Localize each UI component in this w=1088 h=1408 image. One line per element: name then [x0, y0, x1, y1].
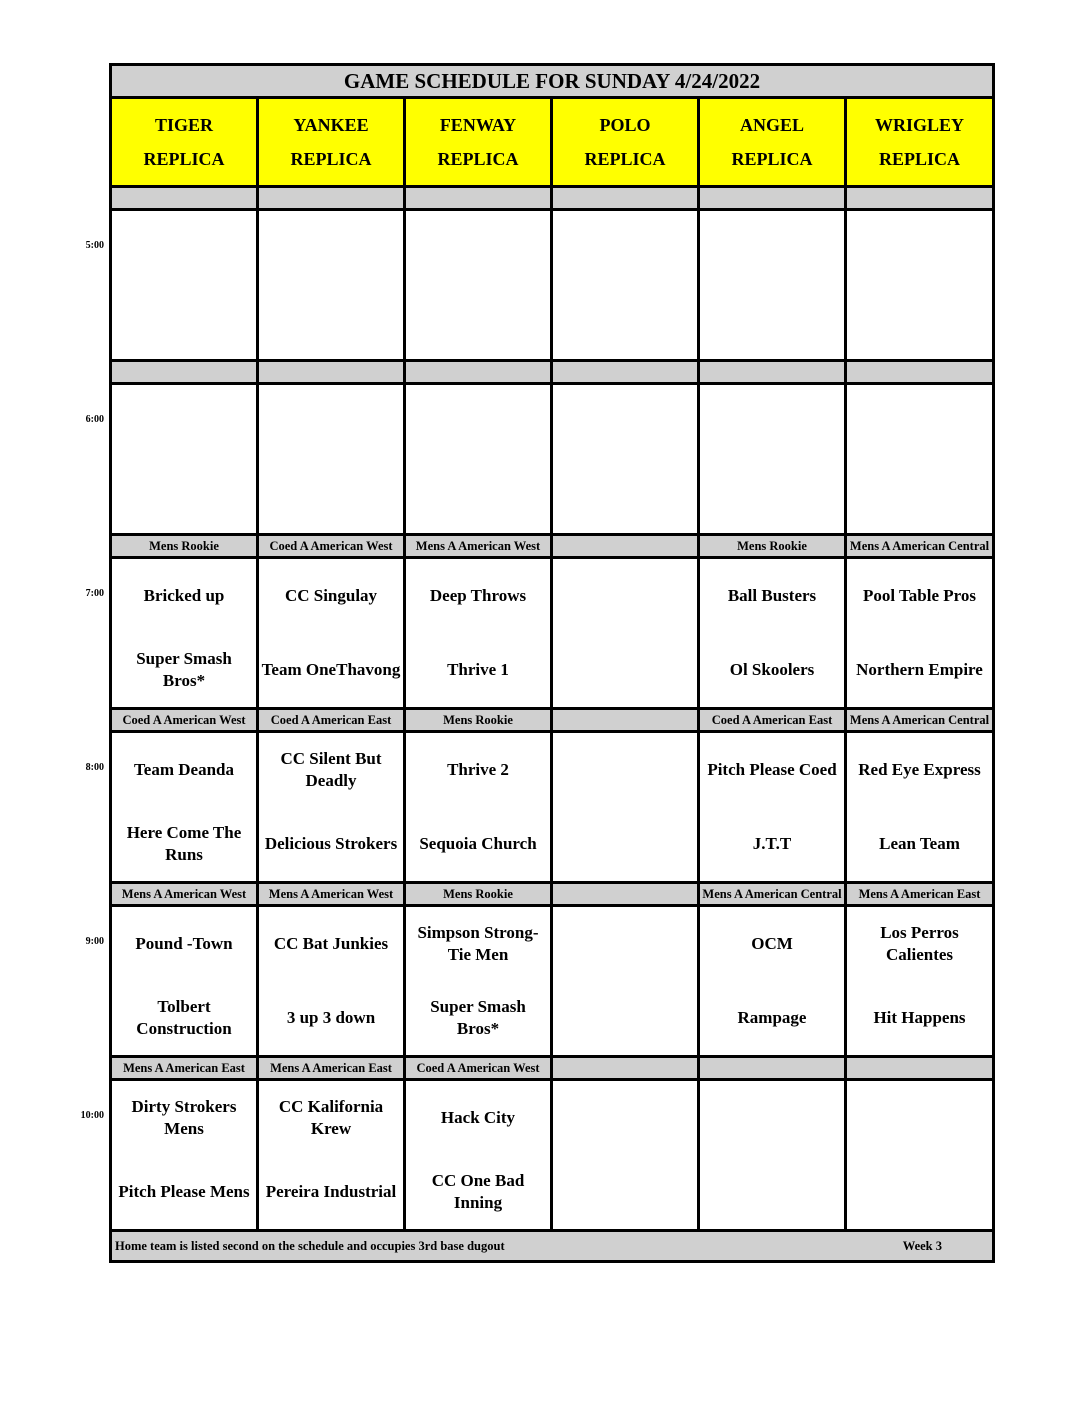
away-team: Bricked up: [143, 586, 225, 605]
game-cell: [111, 1080, 258, 1231]
home-team: J.T.T: [752, 834, 792, 853]
home-team: Pitch Please Mens: [118, 1182, 250, 1201]
home-team: Here Come The Runs: [126, 823, 242, 864]
field-name: FENWAY: [439, 115, 517, 135]
division-label: [552, 187, 699, 210]
field-subtitle: REPLICA: [143, 149, 225, 169]
time-slot-row: [111, 906, 994, 1057]
empty-cell: [699, 384, 846, 535]
division-row: [111, 709, 994, 732]
footer-bar: [111, 1231, 994, 1262]
away-team: Deep Throws: [429, 586, 527, 605]
division-label: Mens A American Central: [846, 535, 994, 558]
away-team: Dirty Strokers Mens: [131, 1097, 237, 1138]
field-subtitle: REPLICA: [584, 149, 666, 169]
week-label: Week 3: [902, 1238, 942, 1253]
empty-cell: [552, 1080, 699, 1231]
field-header-wrigley: [846, 98, 994, 187]
field-subtitle: REPLICA: [290, 149, 372, 169]
game-cell: [405, 1080, 552, 1231]
division-label: [552, 1057, 699, 1080]
away-team: Thrive 2: [447, 760, 509, 779]
division-label: [405, 361, 552, 384]
division-label: [552, 709, 699, 732]
footer-note: Home team is listed second on the schedule and occupies 3rd base dugout: [115, 1238, 505, 1253]
division-label: [111, 187, 258, 210]
division-label: Mens A American West: [405, 535, 552, 558]
field-name: WRIGLEY: [874, 115, 964, 135]
away-team: CC Silent But Deadly: [280, 749, 382, 790]
home-team: Pereira Industrial: [265, 1182, 397, 1201]
home-team: Sequoia Church: [419, 834, 537, 853]
away-team: Los Perros Calientes: [880, 923, 959, 964]
division-label: Mens A American Central: [846, 709, 994, 732]
division-label: [846, 361, 994, 384]
empty-cell: [111, 210, 258, 361]
empty-cell: [258, 384, 405, 535]
field-header-polo: [552, 98, 699, 187]
empty-cell: [552, 210, 699, 361]
time-label: 5:00: [85, 239, 104, 251]
game-cell: [699, 558, 846, 709]
schedule-table: [109, 63, 995, 1263]
time-slot-row: [111, 1080, 994, 1231]
field-name: ANGEL: [739, 115, 804, 135]
empty-cell: [405, 210, 552, 361]
division-label: [699, 361, 846, 384]
division-label: Mens Rookie: [405, 709, 552, 732]
away-team: Pool Table Pros: [862, 586, 977, 605]
empty-cell: [846, 1080, 994, 1231]
home-team: Thrive 1: [447, 660, 509, 679]
time-label: 9:00: [85, 935, 104, 947]
away-team: Pound -Town: [135, 934, 233, 953]
empty-cell: [846, 384, 994, 535]
game-cell: [258, 1080, 405, 1231]
away-team: Team Deanda: [134, 760, 234, 779]
field-name: POLO: [599, 115, 651, 135]
division-label: [552, 883, 699, 906]
division-label: [846, 1057, 994, 1080]
home-team: Delicious Strokers: [264, 834, 398, 853]
game-cell: [699, 906, 846, 1057]
game-cell: [405, 732, 552, 883]
game-cell: [258, 906, 405, 1057]
time-slot-row: [111, 558, 994, 709]
away-team: CC Kalifornia Krew: [278, 1097, 384, 1138]
home-team: Lean Team: [879, 834, 960, 853]
field-subtitle: REPLICA: [731, 149, 813, 169]
division-label: [846, 187, 994, 210]
home-team: Hit Happens: [873, 1008, 966, 1027]
game-cell: [699, 732, 846, 883]
game-cell: [111, 558, 258, 709]
division-label: Mens Rookie: [699, 535, 846, 558]
time-label: 6:00: [85, 413, 104, 425]
division-label: Coed A American East: [699, 709, 846, 732]
game-cell: [111, 732, 258, 883]
division-label: Mens A American Central: [699, 883, 846, 906]
field-header-yankee: [258, 98, 405, 187]
game-cell: [405, 906, 552, 1057]
empty-cell: [552, 732, 699, 883]
home-team: Northern Empire: [856, 660, 983, 679]
away-team: Hack City: [440, 1108, 516, 1127]
away-team: CC Bat Junkies: [273, 934, 389, 953]
home-team: Ol Skoolers: [729, 660, 815, 679]
empty-cell: [258, 210, 405, 361]
empty-cell: [552, 558, 699, 709]
division-label: Coed A American West: [111, 709, 258, 732]
home-team: Tolbert Construction: [136, 997, 232, 1038]
game-cell: [846, 732, 994, 883]
division-label: [405, 187, 552, 210]
away-team: Red Eye Express: [858, 760, 981, 779]
time-label: 7:00: [85, 587, 104, 599]
game-cell: [111, 906, 258, 1057]
division-label: Mens A American East: [846, 883, 994, 906]
division-row: [111, 535, 994, 558]
division-label: Mens A American East: [111, 1057, 258, 1080]
division-label: [258, 187, 405, 210]
home-team: CC One Bad Inning: [431, 1171, 525, 1212]
division-label: Mens A American West: [258, 883, 405, 906]
away-team: Ball Busters: [727, 586, 817, 605]
game-cell: [258, 732, 405, 883]
game-cell: [846, 906, 994, 1057]
away-team: OCM: [751, 934, 793, 953]
away-team: Simpson Strong-Tie Men: [417, 923, 539, 964]
home-team: Super Smash Bros*: [136, 649, 232, 690]
time-slot-row: [111, 732, 994, 883]
division-label: Coed A American West: [405, 1057, 552, 1080]
division-label: [699, 187, 846, 210]
home-team: 3 up 3 down: [286, 1008, 376, 1027]
home-team: Super Smash Bros*: [430, 997, 526, 1038]
game-cell: [846, 558, 994, 709]
empty-cell: [552, 384, 699, 535]
division-label: Mens A American East: [258, 1057, 405, 1080]
field-name: TIGER: [154, 115, 214, 135]
division-row: [111, 187, 994, 210]
division-label: [552, 535, 699, 558]
schedule-title: GAME SCHEDULE FOR SUNDAY 4/24/2022: [111, 65, 994, 98]
empty-cell: [846, 210, 994, 361]
division-label: [552, 361, 699, 384]
empty-cell: [405, 384, 552, 535]
field-header-tiger: [111, 98, 258, 187]
empty-cell: [699, 210, 846, 361]
game-cell: [405, 558, 552, 709]
division-label: [111, 361, 258, 384]
time-label: 8:00: [85, 761, 104, 773]
away-team: CC Singulay: [284, 586, 378, 605]
empty-cell: [699, 1080, 846, 1231]
time-label: 10:00: [80, 1109, 104, 1121]
empty-cell: [111, 384, 258, 535]
division-label: Coed A American East: [258, 709, 405, 732]
division-label: Coed A American West: [258, 535, 405, 558]
division-label: [258, 361, 405, 384]
home-team: Rampage: [737, 1008, 807, 1027]
field-subtitle: REPLICA: [437, 149, 519, 169]
division-row: [111, 1057, 994, 1080]
field-header-angel: [699, 98, 846, 187]
division-label: Mens Rookie: [405, 883, 552, 906]
time-slot-row: [111, 210, 994, 361]
home-team: Team OneThavong: [261, 660, 401, 679]
field-subtitle: REPLICA: [878, 149, 960, 169]
division-label: Mens Rookie: [111, 535, 258, 558]
division-row: [111, 361, 994, 384]
game-cell: [258, 558, 405, 709]
field-header-fenway: [405, 98, 552, 187]
time-slot-row: [111, 384, 994, 535]
division-label: [699, 1057, 846, 1080]
division-row: [111, 883, 994, 906]
away-team: Pitch Please Coed: [707, 760, 837, 779]
field-name: YANKEE: [293, 115, 369, 135]
division-label: Mens A American West: [111, 883, 258, 906]
empty-cell: [552, 906, 699, 1057]
